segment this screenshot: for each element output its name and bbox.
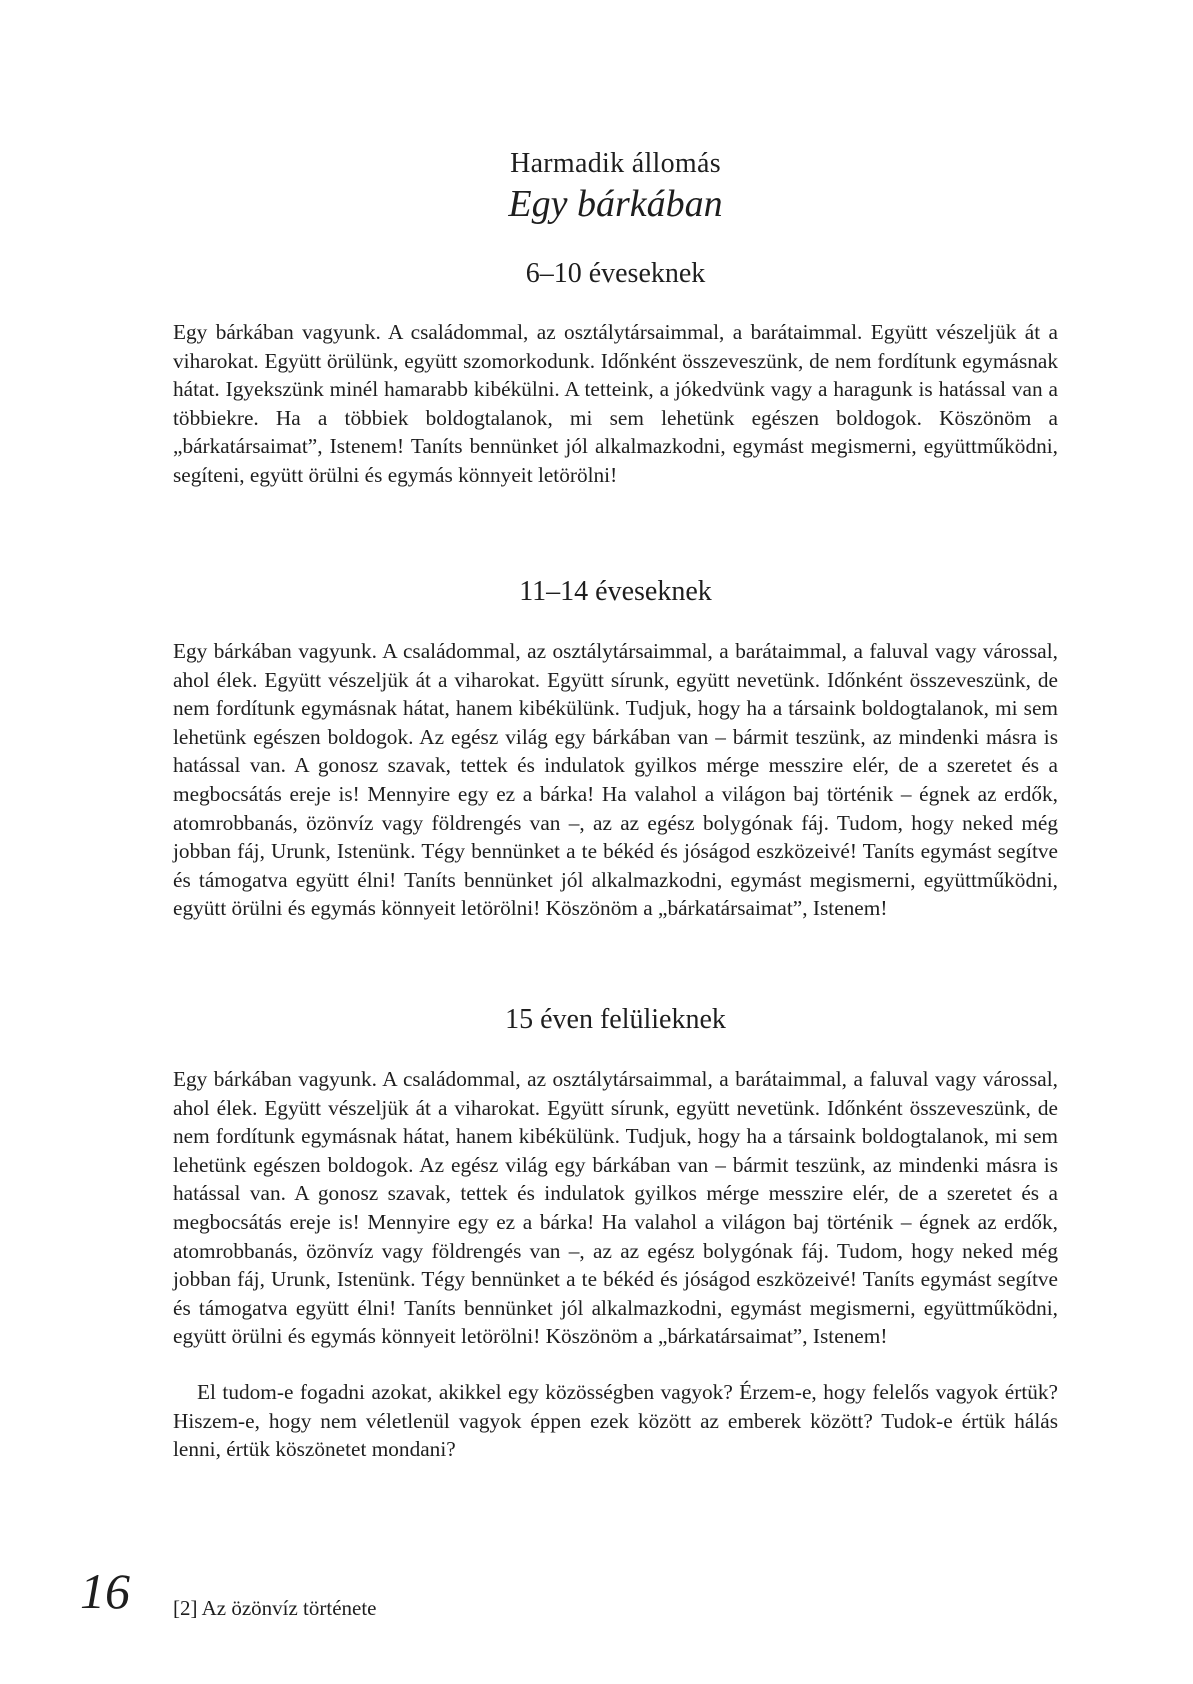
chapter-footer: [2] Az özönvíz története xyxy=(173,1596,377,1620)
section-heading-15-plus: 15 éven felülieknek xyxy=(505,1004,726,1035)
section-paragraph-6-10: Egy bárkában vagyunk. A családommal, az osztálytársaimmal, a barátaimmal. Együtt vészeljük át a viharokat. Együtt örülünk, együtt szomorkodunk. Időnként összeveszünk, de nem fordítunk egymásnak hátat. Igyekszünk minél hamarabb kibékülni. A tetteink, a jókedvünk vagy a haragunk is hatással van a többiekre. Ha a többiek boldogtalanok, mi sem lehetünk egészen boldogok. Köszönöm a „bárkatársaimat”, Istenem! Taníts bennünket jól alkalmazkodni, egymást megismerni, együttműködni, segíteni, együtt örülni és egymás könnyeit letörölni! xyxy=(173,320,1058,487)
section-paragraph-11-14: Egy bárkában vagyunk. A családommal, az osztálytársaimmal, a barátaimmal, a faluval vagy várossal, ahol élek. Együtt vészeljük át a viharokat. Együtt sírunk, együtt nevetünk. Időnként összeveszünk, de nem fordítunk egymásnak hátat, hanem kibékülünk. Tudjuk, hogy ha a társaink boldogtalanok, mi sem lehetünk egészen boldogok. Az egész világ egy bárkában van – bármit teszünk, az mindenki másra is hatással van. A gonosz szavak, tettek és indulatok gyilkos mérge messzire elér, de a szeretet és a megbocsátás ereje is! Mennyire egy ez a bárka! Ha valahol a világon baj történik – égnek az erdők, atomrobbanás, özönvíz vagy földrengés van –, az az egész bolygónak fáj. Tudom, hogy neked még jobban fáj, Urunk, Istenünk. Tégy bennünket a te békéd és jóságod eszközeivé! Taníts egymást segítve és támogatva együtt élni! Taníts bennünket jól alkalmazkodni, egymást megismerni, együttműködni, együtt örülni és egymás könnyeit letörölni! Köszönöm a „bárkatársaimat”, Istenem! xyxy=(173,639,1058,921)
page-number: 16 xyxy=(80,1563,130,1619)
section-heading-11-14: 11–14 éveseknek xyxy=(519,576,712,607)
section-paragraph-15-plus: Egy bárkában vagyunk. A családommal, az osztálytársaimmal, a barátaimmal, a faluval vagy várossal, ahol élek. Együtt vészeljük át a viharokat. Együtt sírunk, együtt nevetünk. Időnként összeveszünk, de nem fordítunk egymásnak hátat, hanem kibékülünk. Tudjuk, hogy ha a társaink boldogtalanok, mi sem lehetünk egészen boldogok. Az egész világ egy bárkában van – bármit teszünk, az mindenki másra is hatással van. A gonosz szavak, tettek és indulatok gyilkos mérge messzire elér, de a szeretet és a megbocsátás ereje is! Mennyire egy ez a bárka! Ha valahol a világon baj történik – égnek az erdők, atomrobbanás, özönvíz vagy földrengés van –, az az egész bolygónak fáj. Tudom, hogy neked még jobban fáj, Urunk, Istenünk. Tégy bennünket a te békéd és jóságod eszközeivé! Taníts egymást segítve és támogatva együtt élni! Taníts bennünket jól alkalmazkodni, egymást megismerni, együttműködni, együtt örülni és egymás könnyeit letörölni! Köszönöm a „bárkatársaimat”, Istenem! xyxy=(173,1067,1058,1349)
reflection-paragraph: El tudom-e fogadni azokat, akikkel egy közösségben vagyok? Érzem-e, hogy felelős vagyok értük? Hiszem-e, hogy nem véletlenül vagyok éppen ezek között az emberek között? Tudok-e értük hálás lenni, értük köszönetet mondani? xyxy=(173,1380,1058,1462)
station-label: Harmadik állomás xyxy=(510,148,721,179)
section-heading-6-10: 6–10 éveseknek xyxy=(525,258,706,289)
page-title: Egy bárkában xyxy=(508,183,723,225)
